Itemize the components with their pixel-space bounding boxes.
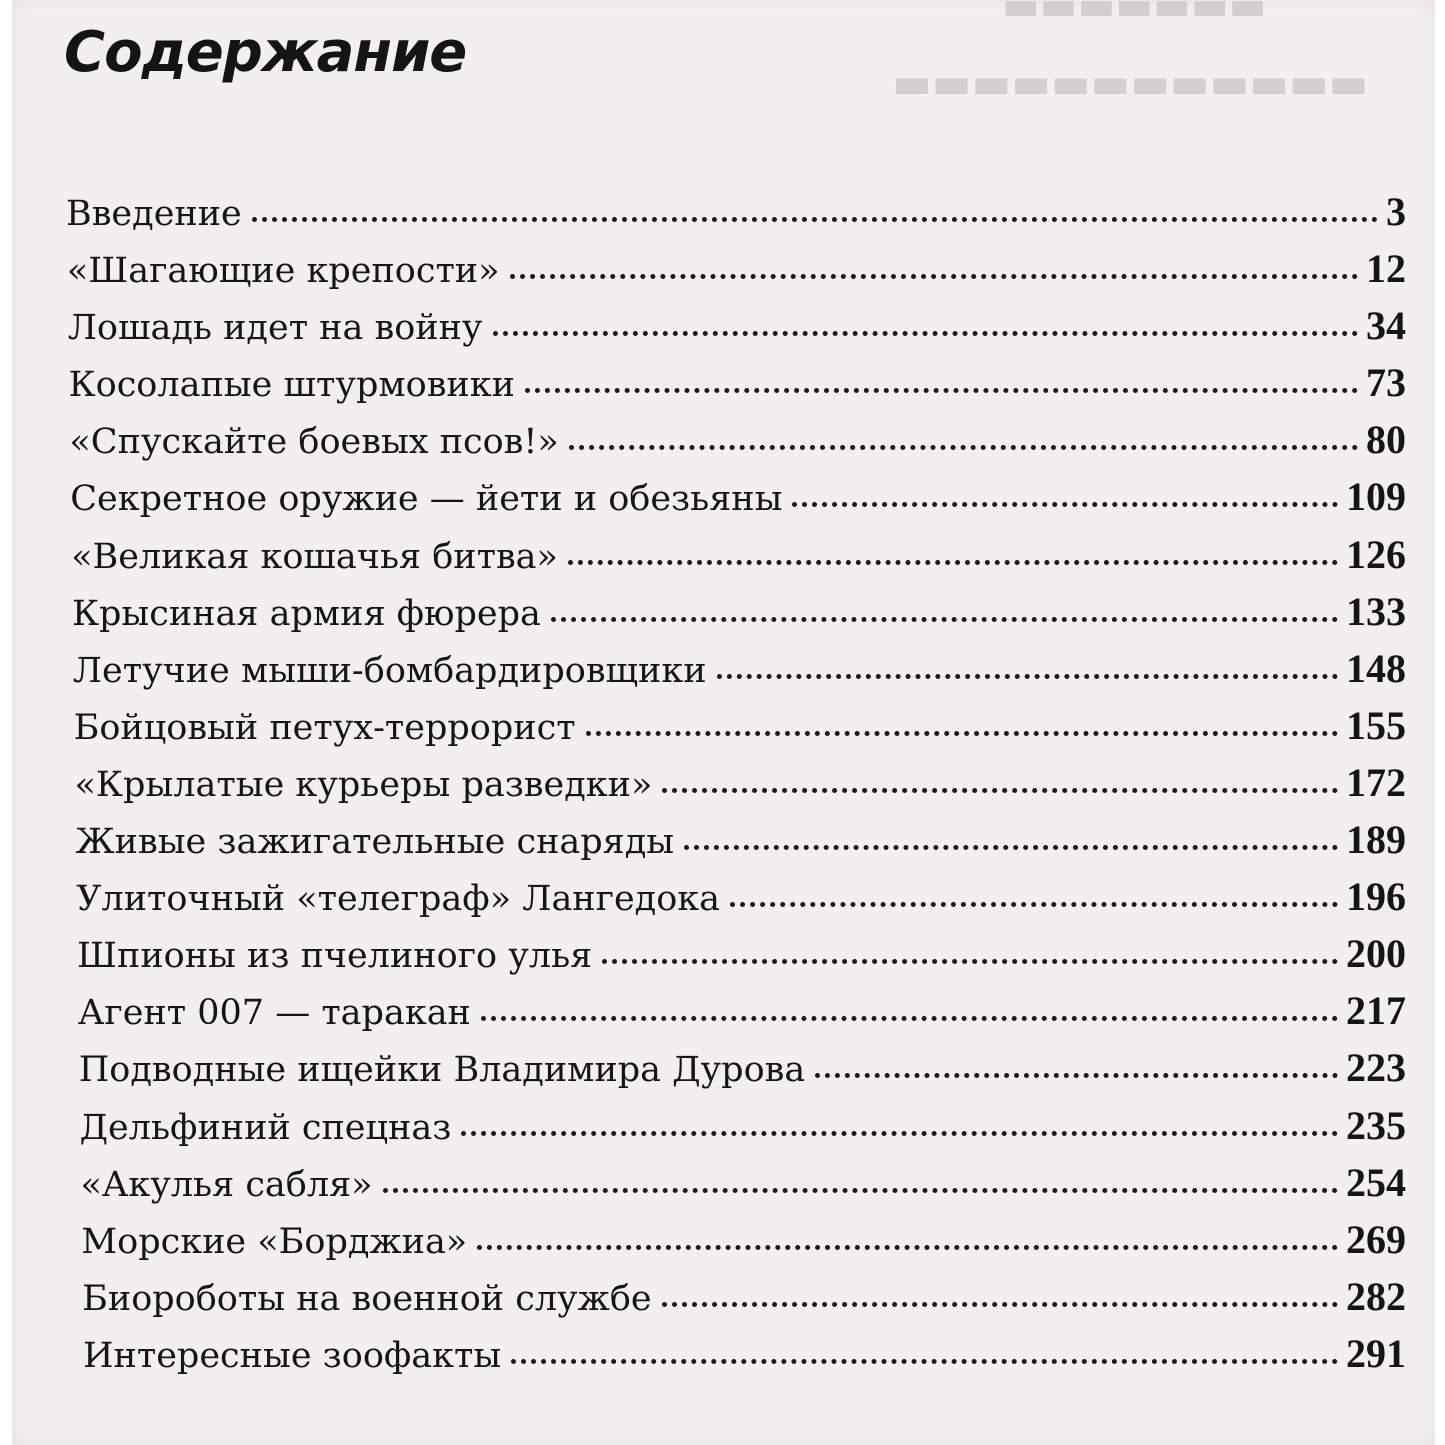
- toc-entry-title: Секретное оружие — йети и обезьяны: [70, 479, 783, 520]
- toc-page-number: 34: [1366, 303, 1406, 349]
- toc-entry-title: Лошадь идет на войну: [67, 308, 483, 349]
- toc-entry: [66, 183, 1406, 240]
- toc-page-number: 133: [1346, 588, 1406, 634]
- toc-entry-title: «Акулья сабля»: [80, 1164, 373, 1205]
- toc-entry-title: Летучие мыши-бомбардировщики: [72, 650, 707, 691]
- toc-page-number: 200: [1346, 931, 1406, 977]
- dot-leader: [551, 617, 1338, 622]
- table-of-contents: [66, 183, 1406, 1382]
- dot-leader: [477, 1245, 1338, 1250]
- toc-entry: [72, 583, 1406, 640]
- toc-page-number: 269: [1346, 1216, 1406, 1262]
- toc-page-number: 282: [1346, 1273, 1406, 1319]
- page-title: Содержание: [64, 20, 467, 85]
- toc-page-number: 172: [1346, 759, 1406, 805]
- toc-entry: [67, 240, 1406, 297]
- toc-page-number: 148: [1346, 645, 1406, 691]
- toc-page-number: 109: [1346, 474, 1406, 520]
- dot-leader: [662, 1302, 1338, 1307]
- dot-leader: [252, 217, 1378, 222]
- toc-entry: [75, 754, 1407, 811]
- dot-leader: [568, 560, 1338, 565]
- toc-entry-title: Биороботы на военной службе: [82, 1278, 652, 1319]
- toc-page-number: 155: [1346, 702, 1406, 748]
- toc-entry-title: «Великая кошачья битва»: [71, 536, 558, 577]
- dot-leader: [525, 388, 1358, 393]
- toc-entry-title: «Спускайте боевых псов!»: [69, 422, 559, 463]
- toc-entry: [69, 411, 1406, 468]
- dot-leader: [510, 274, 1358, 279]
- toc-page-number: 291: [1346, 1330, 1406, 1376]
- dot-leader: [586, 731, 1338, 736]
- dot-leader: [792, 502, 1338, 507]
- toc-entry-title: Бойцовый петух-террорист: [73, 707, 576, 748]
- toc-entry: [79, 1039, 1406, 1096]
- show-through-text: ▬▬▬▬▬▬▬: [1002, 0, 1267, 29]
- dot-leader: [684, 845, 1338, 850]
- toc-page-number: 80: [1366, 417, 1406, 463]
- dot-leader: [511, 1359, 1338, 1364]
- toc-entry-title: Интересные зоофакты: [83, 1335, 502, 1376]
- dot-leader: [493, 331, 1358, 336]
- toc-entry: [69, 354, 1406, 411]
- toc-entry-title: Агент 007 — таракан: [77, 993, 471, 1034]
- toc-page-number: 254: [1346, 1159, 1406, 1205]
- toc-page-number: 73: [1366, 360, 1406, 406]
- toc-page-number: 189: [1346, 817, 1406, 863]
- toc-entry: [70, 468, 1406, 525]
- toc-entry-title: Улиточный «телеграф» Лангедока: [76, 879, 721, 920]
- toc-entry: [76, 868, 1406, 925]
- toc-entry: [80, 1154, 1406, 1211]
- toc-entry: [68, 297, 1406, 354]
- dot-leader: [815, 1073, 1338, 1078]
- dot-leader: [602, 959, 1338, 964]
- dot-leader: [481, 1016, 1338, 1021]
- toc-entry: [74, 697, 1406, 754]
- toc-page-number: 3: [1386, 189, 1406, 234]
- toc-entry: [71, 526, 1406, 583]
- toc-entry: [82, 1268, 1406, 1325]
- toc-entry-title: Шпионы из пчелиного улья: [77, 936, 593, 977]
- toc-entry: [83, 1325, 1406, 1382]
- toc-entry: [77, 925, 1406, 982]
- dot-leader: [662, 788, 1338, 793]
- toc-page-number: 126: [1346, 531, 1406, 577]
- toc-entry-title: Крысиная армия фюрера: [71, 593, 541, 634]
- toc-page-number: 223: [1346, 1045, 1406, 1091]
- toc-entry-title: Введение: [66, 194, 242, 234]
- book-page: [12, 0, 1435, 1445]
- toc-page-number: 217: [1346, 988, 1406, 1034]
- show-through-text: ▬▬▬▬▬▬▬▬▬▬▬▬: [892, 58, 1369, 107]
- toc-entry-title: Дельфиний спецназ: [79, 1107, 452, 1148]
- dot-leader: [730, 902, 1338, 907]
- toc-entry-title: Косолапые штурмовики: [68, 365, 515, 406]
- toc-entry-title: «Крылатые курьеры разведки»: [74, 764, 653, 805]
- dot-leader: [569, 445, 1358, 450]
- toc-entry: [80, 1097, 1406, 1154]
- toc-entry: [78, 982, 1406, 1039]
- toc-entry-title: «Шагающие крепости»: [66, 251, 500, 292]
- toc-entry-title: Живые зажигательные снаряды: [75, 822, 675, 863]
- toc-entry: [81, 1211, 1406, 1268]
- toc-page-number: 12: [1366, 246, 1406, 292]
- dot-leader: [717, 674, 1338, 679]
- toc-page-number: 235: [1346, 1102, 1406, 1148]
- dot-leader: [461, 1131, 1338, 1136]
- toc-entry-title: Подводные ищейки Владимира Дурова: [78, 1050, 806, 1091]
- toc-entry: [73, 640, 1406, 697]
- toc-entry: [75, 811, 1406, 868]
- toc-page-number: 196: [1346, 874, 1406, 920]
- dot-leader: [383, 1188, 1338, 1193]
- toc-entry-title: Морские «Борджиа»: [81, 1221, 468, 1262]
